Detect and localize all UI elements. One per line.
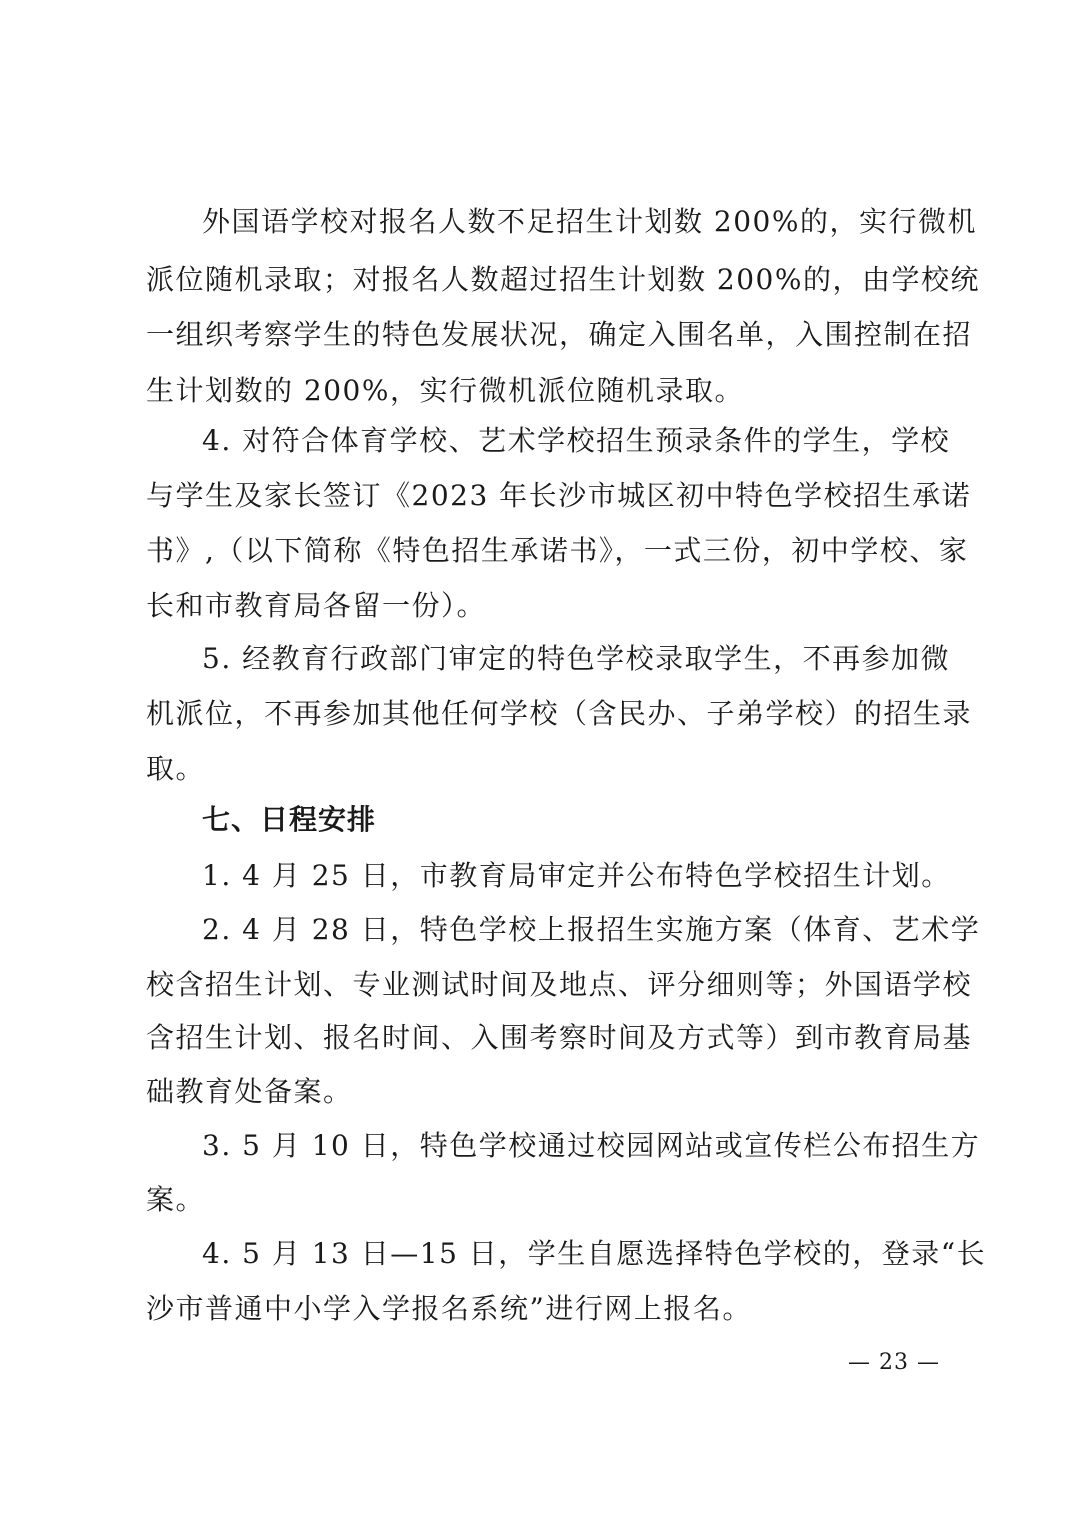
schedule-item-3-line-2: 案。 [146,1183,206,1216]
paragraph-1-line-2: 派位随机录取；对报名人数超过招生计划数 200%的，由学校统 [146,263,980,296]
paragraph-2-line-1: 4. 对符合体育学校、艺术学校招生预录条件的学生，学校 [202,424,951,457]
paragraph-2-line-4: 长和市教育局各留一份）。 [146,589,487,622]
schedule-item-2-line-3: 含招生计划、报名时间、入围考察时间及方式等）到市教育局基 [146,1021,973,1054]
page-number: — 23 — [848,1350,940,1375]
paragraph-1-line-1: 外国语学校对报名人数不足招生计划数 200%的，实行微机 [202,205,977,238]
paragraph-1-line-3: 一组织考察学生的特色发展状况，确定入围名单，入围控制在招 [146,318,973,351]
schedule-item-4-line-2: 沙市普通中小学入学报名系统”进行网上报名。 [146,1292,752,1325]
paragraph-2-line-2: 与学生及家长签订《2023 年长沙市城区初中特色学校招生承诺 [146,479,972,512]
paragraph-1-line-4: 生计划数的 200%，实行微机派位随机录取。 [146,374,744,407]
paragraph-2-line-3: 书》,（以下简称《特色招生承诺书》，一式三份，初中学校、家 [146,534,969,567]
schedule-item-3-line-1: 3. 5 月 10 日，特色学校通过校园网站或宣传栏公布招生方 [202,1129,981,1162]
section-heading: 七、日程安排 [202,803,377,836]
schedule-item-4-line-1: 4. 5 月 13 日—15 日，学生自愿选择特色学校的，登录“长 [202,1237,987,1270]
paragraph-3-line-2: 机派位，不再参加其他任何学校（含民办、子弟学校）的招生录 [146,697,973,730]
schedule-item-2-line-2: 校含招生计划、专业测试时间及地点、评分细则等；外国语学校 [146,968,973,1001]
schedule-item-1-line-1: 1. 4 月 25 日，市教育局审定并公布特色学校招生计划。 [202,859,951,892]
schedule-item-2-line-4: 础教育处备案。 [146,1075,353,1108]
paragraph-3-line-3: 取。 [146,752,206,785]
paragraph-3-line-1: 5. 经教育行政部门审定的特色学校录取学生，不再参加微 [202,642,951,675]
schedule-item-2-line-1: 2. 4 月 28 日，特色学校上报招生实施方案（体育、艺术学 [202,913,981,946]
